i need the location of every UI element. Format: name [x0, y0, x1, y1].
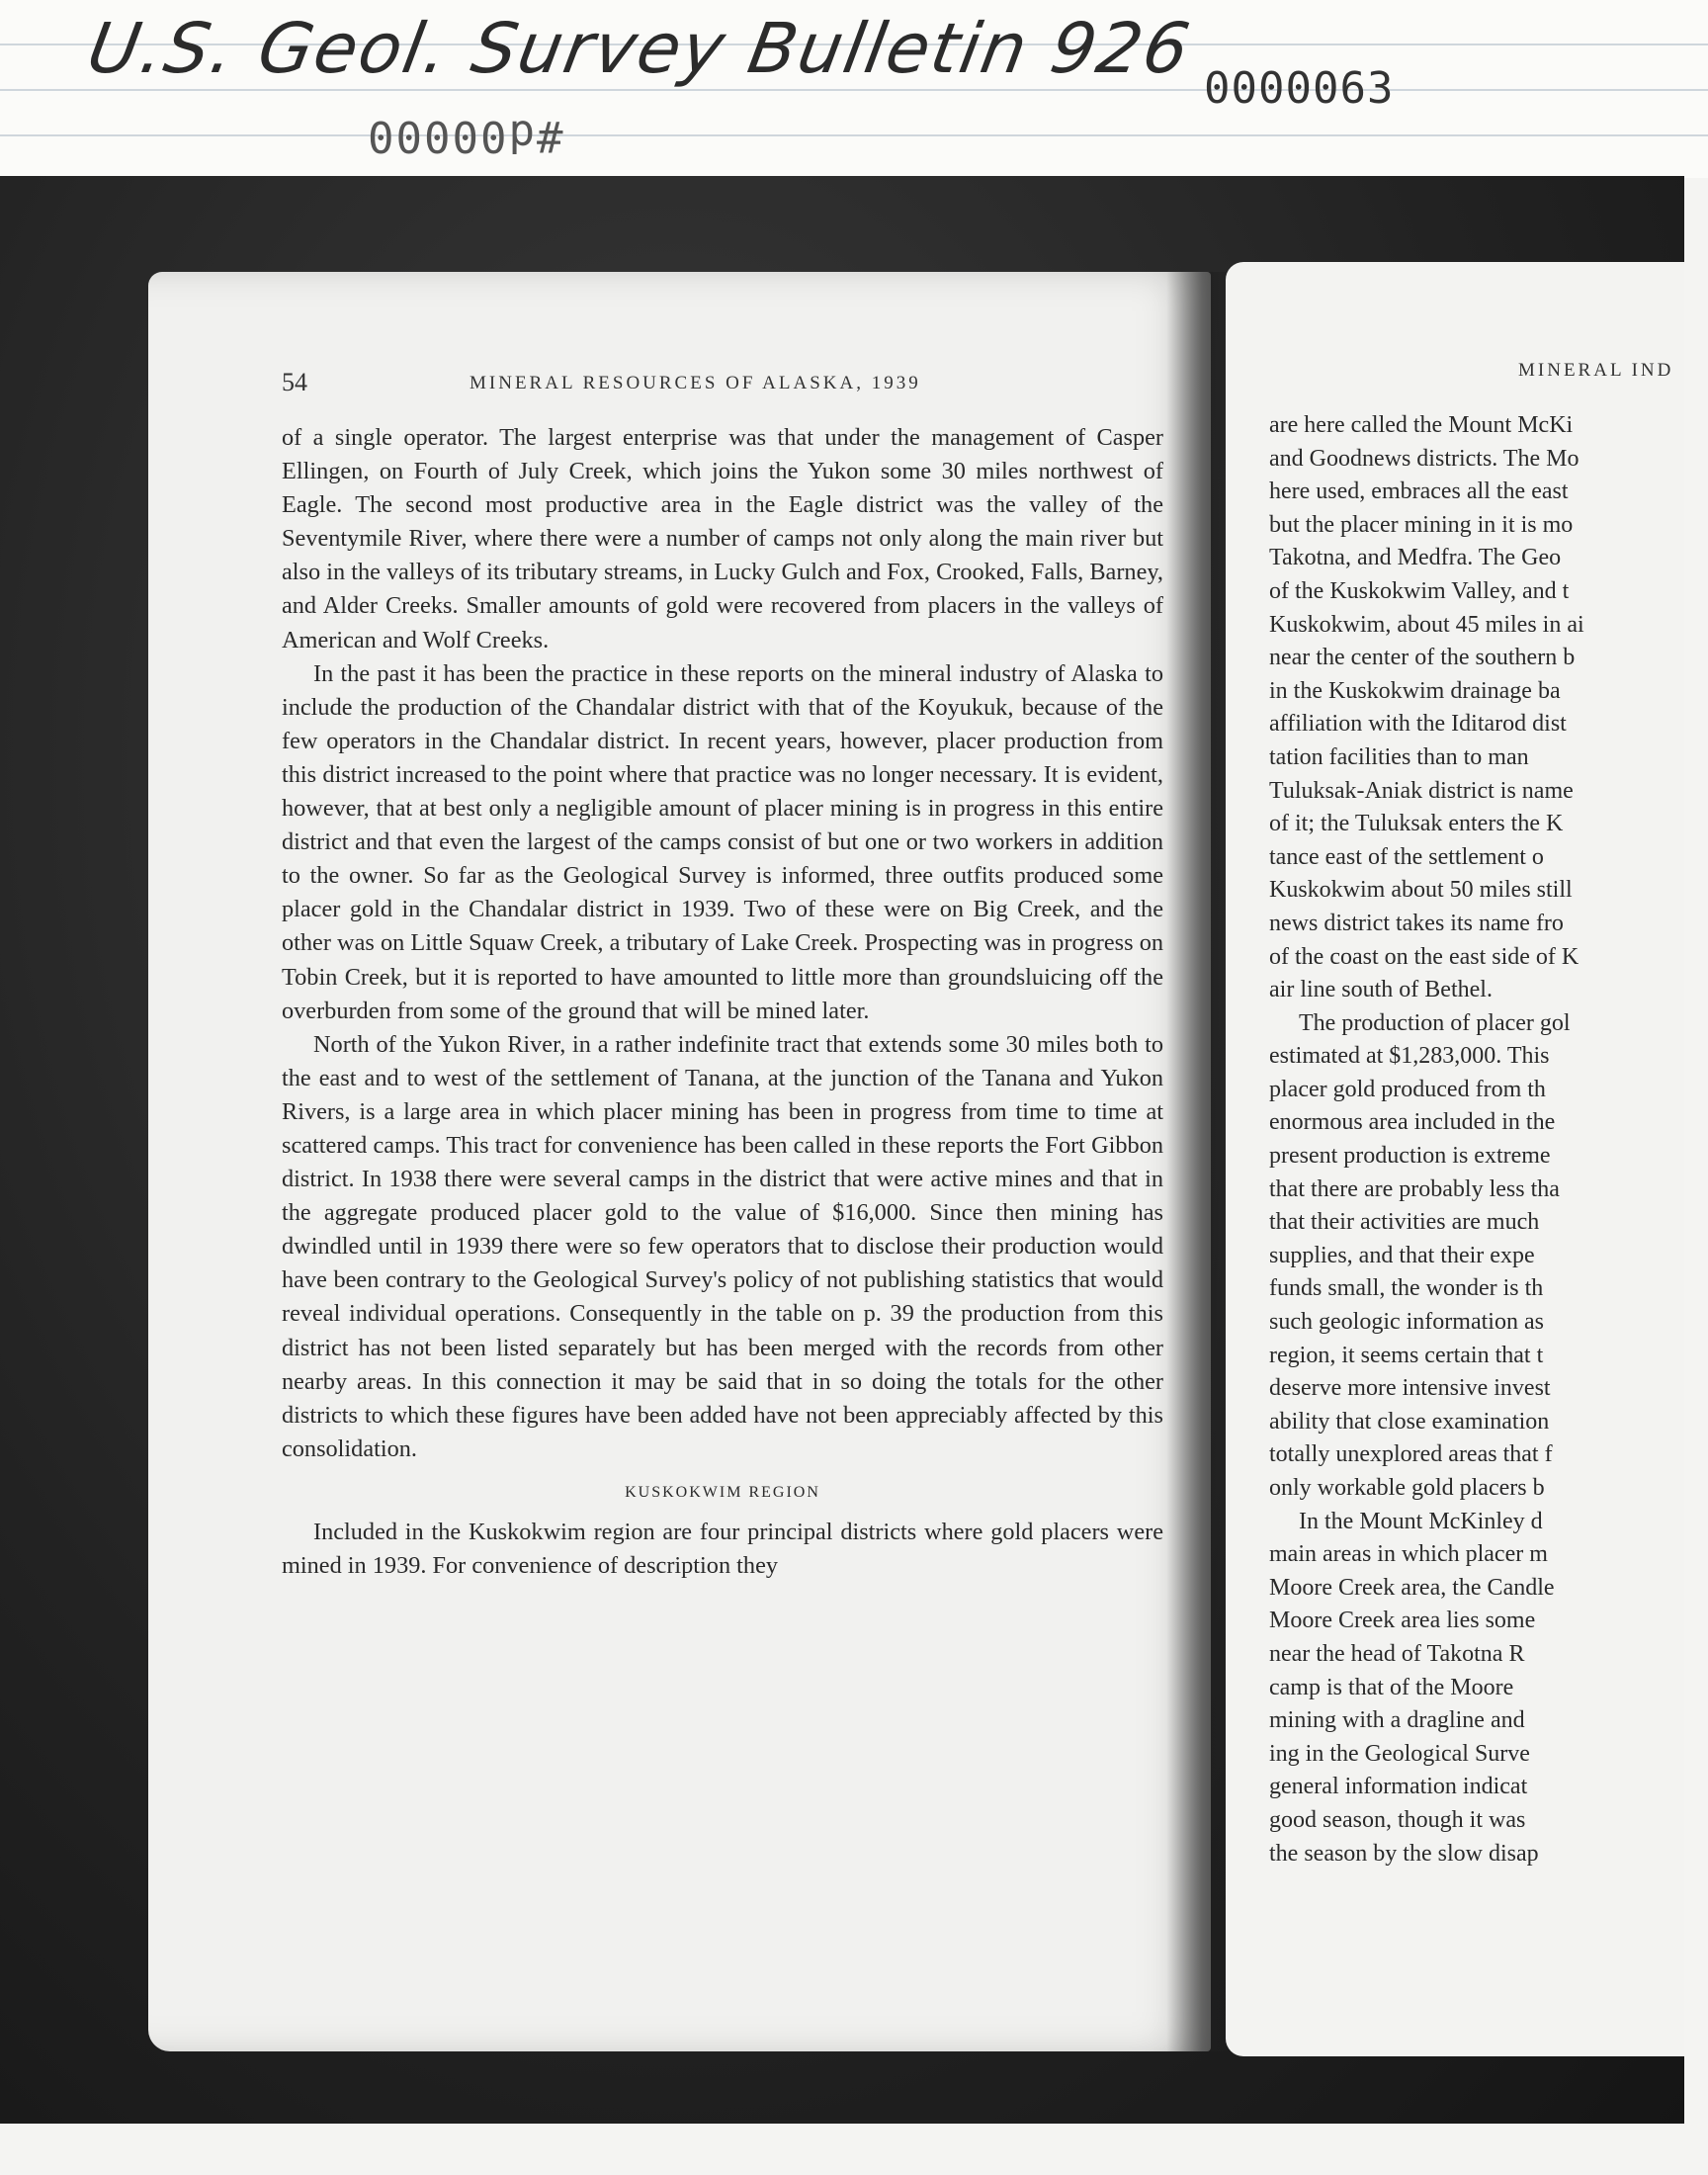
- text-line: Tuluksak-Aniak district is name: [1269, 777, 1574, 804]
- text-line: in the Kuskokwim drainage ba: [1269, 677, 1561, 704]
- right-page-text-clip: [1226, 395, 1684, 1898]
- text-line: that their activities are much: [1269, 1209, 1540, 1236]
- right-page-body: [1269, 409, 1684, 1870]
- paragraph: Included in the Kuskokwim region are four principal districts where gold placers were mined in 1939. For convenience of description they: [282, 1518, 1163, 1579]
- text-line: main areas in which placer m: [1269, 1541, 1548, 1568]
- reversed-stamp: #d00000: [366, 111, 563, 161]
- text-line: only workable gold placers b: [1269, 1475, 1545, 1501]
- text-line: present production is extreme: [1269, 1143, 1551, 1170]
- stamp-number: 0000063: [1204, 63, 1395, 114]
- text-line: and Goodnews districts. The Mo: [1269, 445, 1580, 472]
- text-line: of the coast on the east side of K: [1269, 943, 1580, 970]
- text-line: tance east of the settlement o: [1269, 843, 1544, 870]
- text-line: near the center of the southern b: [1269, 645, 1576, 671]
- label-strip: [0, 0, 1708, 178]
- text-line: such geologic information as: [1269, 1309, 1544, 1336]
- text-line: are here called the Mount McKi: [1269, 412, 1574, 438]
- text-line: that there are probably less tha: [1269, 1175, 1560, 1202]
- text-line: In the Mount McKinley d: [1299, 1508, 1543, 1534]
- text-line: near the head of Takotna R: [1269, 1640, 1525, 1667]
- text-line: tation facilities than to man: [1269, 743, 1529, 770]
- paragraph: In the past it has been the practice in these reports on the mineral industry of Alaska to include the production of the Chandalar district with that of the Koyukuk, because of the few operators in the Chandalar district. In recent years, however, placer production from this district increased to the point where that practice was no longer necessary. It is evident, however, that at best only a negligible amount of placer mining is in progress in this entire district and that even the largest of the camps consist of but one or two workers in addition to the owner. So far as the Geological Survey is informed, three outfits produced some placer gold in the Chandalar district in 1939. Two of these were on Big Creek, and the other was on Little Squaw Creek, a tributary of Lake Creek. Prospecting was in progress on Tobin Creek, but it is reported to have amounted to little more than groundsluicing off the overburden from some of the ground that will be mined later.: [282, 659, 1163, 1024]
- section-heading: KUSKOKWIM REGION: [625, 1483, 820, 1501]
- text-line: here used, embraces all the east: [1269, 478, 1569, 505]
- text-line: placer gold produced from th: [1269, 1076, 1546, 1102]
- text-line: funds small, the wonder is th: [1269, 1275, 1544, 1302]
- text-line: mining with a dragline and: [1269, 1707, 1525, 1734]
- text-line: estimated at $1,283,000. This: [1269, 1043, 1550, 1070]
- text-line: the season by the slow disap: [1269, 1840, 1539, 1867]
- text-line: of the Kuskokwim Valley, and t: [1269, 577, 1570, 604]
- text-line: but the placer mining in it is mo: [1269, 511, 1574, 538]
- text-line: Moore Creek area, the Candle: [1269, 1574, 1555, 1601]
- text-line: region, it seems certain that t: [1269, 1342, 1544, 1368]
- text-line: ability that close examination: [1269, 1408, 1550, 1435]
- text-line: good season, though it was: [1269, 1806, 1526, 1833]
- text-line: Moore Creek area lies some: [1269, 1608, 1536, 1634]
- paragraph: of a single operator. The largest enterprise was that under the management of Casper Ellingen, on Fourth of July Creek, which joins the Yukon some 30 miles northwest of Eagle. The second most productive area in the Eagle district was the valley of the Seventymile River, where there were a number of camps not only along the main river but also in the valleys of its tributary streams, in Lucky Gulch and Fox, Crooked, Falls, Barney, and Alder Creeks. Smaller amounts of gold were recovered from placers in the valleys of American and Wolf Creeks.: [282, 424, 1163, 653]
- text-line: totally unexplored areas that f: [1269, 1441, 1553, 1468]
- bottom-margin: [0, 2124, 1708, 2175]
- text-line: Kuskokwim, about 45 miles in ai: [1269, 611, 1584, 638]
- left-page-body: [282, 421, 1163, 1583]
- text-line: Takotna, and Medfra. The Geo: [1269, 545, 1562, 571]
- paragraph: North of the Yukon River, in a rather indefinite tract that extends some 30 miles both to the east and to west of the settlement of Tanana, at the junction of the Tanana and Yukon Rivers, is a large area in which placer mining has been in progress from time to time at scattered camps. This tract for convenience has been called in these reports the Fort Gibbon district. In 1938 there were several camps in the district that were active mines and that in the aggregate produced placer gold to the value of $16,000. Since then mining has dwindled until in 1939 there were so few operators that to disclose their production would have been contrary to the Geological Survey's policy of not publishing statistics that would reveal individual operations. Consequently in the table on p. 39 the production from this district has not been listed separately but has been merged with the records from other nearby areas. In this connection it may be said that in so doing the totals for the other districts to which these figures have been added have not been appreciably affected by this consolidation.: [282, 1030, 1163, 1462]
- text-line: camp is that of the Moore: [1269, 1674, 1514, 1700]
- text-line: affiliation with the Iditarod dist: [1269, 711, 1567, 738]
- text-line: ing in the Geological Surve: [1269, 1740, 1530, 1767]
- text-line: Kuskokwim about 50 miles still: [1269, 877, 1573, 904]
- handwritten-title: U.S. Geol. Survey Bulletin 926: [81, 8, 1197, 89]
- running-title: MINERAL RESOURCES OF ALASKA, 1939: [470, 373, 921, 393]
- text-line: general information indicat: [1269, 1774, 1528, 1800]
- text-line: air line south of Bethel.: [1269, 977, 1493, 1003]
- text-line: of it; the Tuluksak enters the K: [1269, 811, 1564, 837]
- right-running-title: MINERAL IND: [1518, 360, 1674, 381]
- text-line: enormous area included in the: [1269, 1109, 1556, 1136]
- text-line: news district takes its name fro: [1269, 910, 1564, 936]
- text-line: supplies, and that their expe: [1269, 1242, 1535, 1268]
- text-line: The production of placer gol: [1299, 1009, 1571, 1036]
- page-number: 54: [282, 368, 307, 396]
- text-line: deserve more intensive invest: [1269, 1375, 1551, 1402]
